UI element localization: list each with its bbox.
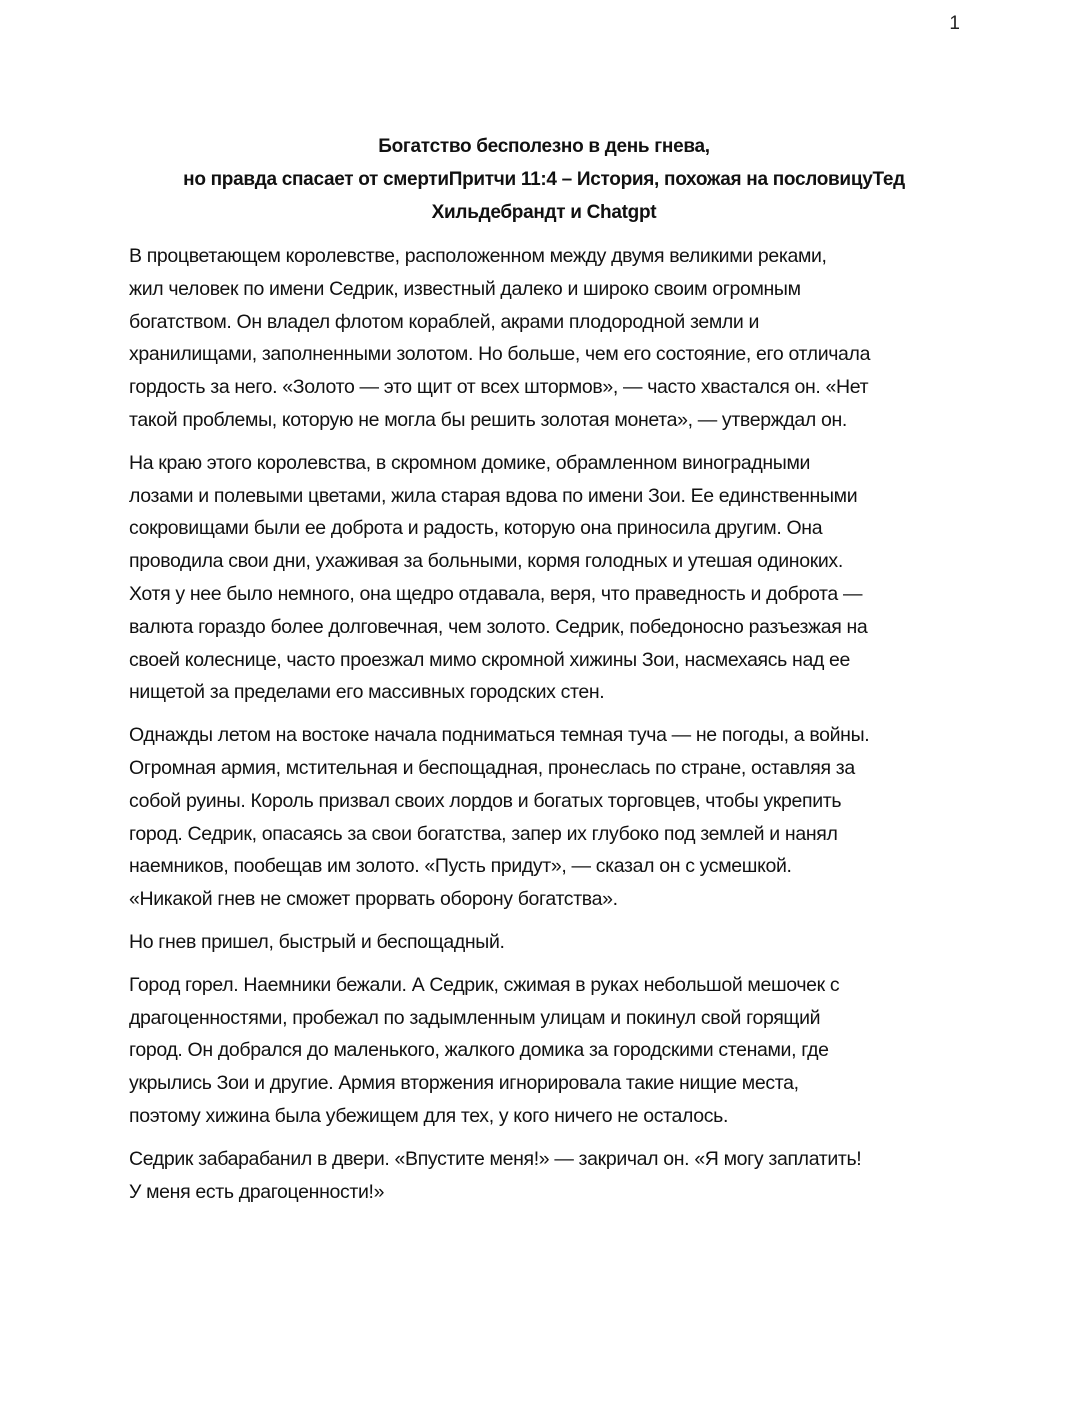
- paragraph-1: [129, 240, 959, 437]
- paragraph-2: [129, 447, 959, 709]
- text-line: У меня есть драгоценности!»: [129, 1180, 385, 1203]
- text-line: драгоценностями, пробежал по задымленным улицам и покинул свой горящий: [129, 1006, 821, 1029]
- text-line: такой проблемы, которую не могла бы решить золотая монета», — утверждал он.: [129, 408, 847, 431]
- title-line: Богатство бесполезно в день гнева,: [378, 136, 710, 157]
- document-title: [120, 130, 968, 229]
- text-line: «Никакой гнев не сможет прорвать оборону богатства».: [129, 888, 618, 911]
- document-body: [129, 240, 959, 1218]
- text-line: поэтому хижина была убежищем для тех, у кого ничего не осталось.: [129, 1104, 729, 1127]
- text-line: своей колеснице, часто проезжал мимо скромной хижины Зои, насмехаясь над ее: [129, 648, 851, 671]
- text-line: наемников, пообещав им золото. «Пусть придут», — сказал он с усмешкой.: [129, 855, 792, 878]
- paragraph-5: [129, 969, 959, 1133]
- text-line: В процветающем королевстве, расположенном между двумя великими реками,: [129, 245, 827, 267]
- title-line: Хильдебрандт и Chatgpt: [431, 202, 657, 223]
- page-number: 1: [949, 13, 960, 34]
- paragraph-6: [129, 1143, 959, 1209]
- text-line: Хотя у нее было немного, она щедро отдавала, веря, что праведность и доброта —: [129, 582, 863, 605]
- text-line: жил человек по имени Седрик, известный далеко и широко своим огромным: [129, 277, 801, 300]
- text-line: нищетой за пределами его массивных городских стен.: [129, 681, 605, 704]
- text-line: Город горел. Наемники бежали. А Седрик, сжимая в руках небольшой мешочек с: [129, 973, 840, 996]
- text-line: город. Он добрался до маленького, жалкого домика за городскими стенами, где: [129, 1039, 829, 1062]
- text-line: собой руины. Король призвал своих лордов и богатых торговцев, чтобы укрепить: [129, 789, 842, 812]
- text-line: богатством. Он владел флотом кораблей, акрами плодородной земли и: [129, 310, 760, 333]
- title-line: но правда спасает от смертиПритчи 11:4 – История, похожая на пословицуТед: [183, 169, 905, 190]
- text-line: хранилищами, заполненными золотом. Но больше, чем его состояние, его отличала: [129, 343, 871, 366]
- text-line: гордость за него. «Золото — это щит от всех штормов», — часто хвастался он. «Нет: [129, 376, 869, 399]
- text-line: Однажды летом на востоке начала подниматься темная туча — не погоды, а войны.: [129, 724, 870, 747]
- paragraph-4: [129, 926, 959, 959]
- text-line: сокровищами были ее доброта и радость, которую она приносила другим. Она: [129, 517, 823, 540]
- paragraph-3: [129, 719, 959, 916]
- text-line: валюта гораздо более долговечная, чем золото. Седрик, победоносно разъезжая на: [129, 615, 868, 638]
- text-line: укрылись Зои и другие. Армия вторжения игнорировала такие нищие места,: [129, 1072, 799, 1095]
- text-line: лозами и полевыми цветами, жила старая вдова по имени Зои. Ее единственными: [129, 484, 858, 507]
- text-line: Седрик забарабанил в двери. «Впустите меня!» — закричал он. «Я могу заплатить!: [129, 1147, 862, 1170]
- text-line: Но гнев пришел, быстрый и беспощадный.: [129, 930, 505, 953]
- text-line: На краю этого королевства, в скромном домике, обрамленном виноградными: [129, 451, 811, 474]
- text-line: проводила свои дни, ухаживая за больными, кормя голодных и утешая одиноких.: [129, 550, 843, 573]
- text-line: город. Седрик, опасаясь за свои богатства, запер их глубоко под землей и нанял: [129, 822, 838, 845]
- text-line: Огромная армия, мстительная и беспощадная, пронеслась по стране, оставляя за: [129, 756, 855, 779]
